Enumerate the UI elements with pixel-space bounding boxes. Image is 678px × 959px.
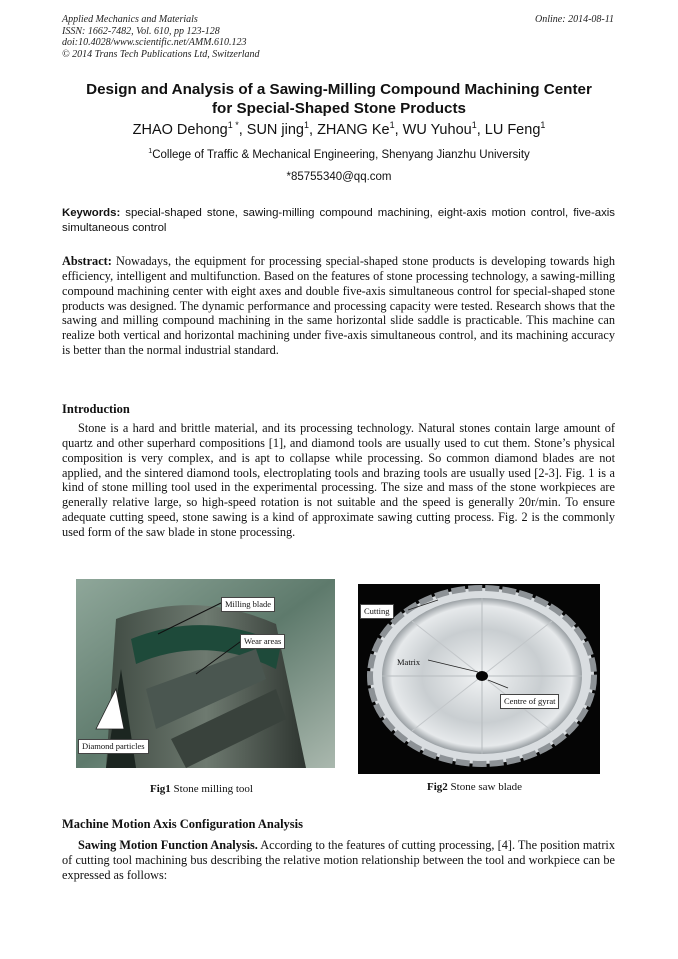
saw-blade-illustration xyxy=(358,584,600,774)
author xyxy=(247,122,317,138)
corresponding-email[interactable]: *85755340@qq.com xyxy=(286,171,392,183)
introduction-heading: Introduction xyxy=(62,402,130,416)
section-heading-motion-axis: Machine Motion Axis Configuration Analysis xyxy=(62,817,303,831)
author-sup: 1 xyxy=(389,120,395,131)
author xyxy=(485,122,546,138)
paper-title xyxy=(40,80,638,118)
title-line-2: for Special-Shaped Stone Products xyxy=(211,100,466,117)
label-diamond-particles: Diamond particles xyxy=(78,739,149,754)
introduction-text: Stone is a hard and brittle material, and its processing technology. Natural stones contain large amount of quartz and other superhard compositions [1], and diamond tools are usually used to cut them. Stone’s physical composition is very complex, and is apt to collapse while processing. So common diamond blades are not applied, and the sintered diamond tools, electroplating tools and brazing tools are usually used [2-3]. Fig. 1 is a kind of stone milling tool used in the experimental processing. The size and mass of the stone workpieces are generally relative large, so high-speed rotation is not suitable and the speed is generally 20r/min. To ensure adequate cutting speed, stone sawing is a kind of approximate sawing cutting process. Fig. 2 is the commonly used form of the saw blade in stone processing. xyxy=(62,421,615,539)
figure-1-caption-text: Stone milling tool xyxy=(170,783,253,795)
keywords-text: special-shaped stone, sawing-milling compound machining, eight-axis motion control, five-axis simultaneous control xyxy=(62,207,615,234)
abstract-text: Nowadays, the equipment for processing special-shaped stone products is developing towards high efficiency, intelligent and multifunction. Based on the features of stone processing technology, a sawing-milling compound machining center with eight axes and double five-axis simultaneous control for special-shaped stone products was designed. The dynamic performance and processing capacity were tested. Research shows that the sawing and milling compound machining in the same horizontal slide saddle is practicable. This machine can realize both vertical and horizontal machining under five-axis simultaneous control, and its machining accuracy is better than the normal industrial standard. xyxy=(62,254,616,358)
author-name: WU Yuhou xyxy=(402,122,472,138)
keywords-label: Keywords: xyxy=(62,207,121,219)
doi-line[interactable]: doi:10.4028/www.scientific.net/AMM.610.123 xyxy=(62,37,247,48)
copyright-line: © 2014 Trans Tech Publications Ltd, Switzerland xyxy=(62,48,260,60)
author xyxy=(317,122,403,138)
author-sup: 1 xyxy=(304,120,309,131)
abstract-block xyxy=(62,254,615,358)
figure-2-number: Fig2 xyxy=(427,781,448,793)
title-line-1: Design and Analysis of a Sawing-Milling Compound Machining Center xyxy=(86,81,592,98)
author-separator: , xyxy=(476,122,485,138)
figure-1-photo xyxy=(76,579,335,768)
author-separator: , xyxy=(394,122,403,138)
author-separator: , xyxy=(238,122,247,138)
author-sup: 1 * xyxy=(227,120,239,131)
affiliation-sup: 1 xyxy=(148,147,153,156)
label-cutting: Cutting xyxy=(360,604,394,619)
sawing-motion-text: According to the features of cutting processing, [4]. The position matrix of cutting tool machining bus describing the relative motion relationship between the tool and workpiece can be expressed as follows: xyxy=(62,838,616,882)
figure-2-caption xyxy=(427,781,522,793)
author-sup: 1 xyxy=(540,120,546,131)
figure-1-caption xyxy=(150,783,253,795)
figure-1-number: Fig1 xyxy=(150,783,171,795)
issn-line: ISSN: 1662-7482, Vol. 610, pp 123-128 xyxy=(62,25,220,37)
affiliation-text: College of Traffic & Mechanical Engineering, Shenyang Jianzhu University xyxy=(152,149,530,161)
figure-2-caption-text: Stone saw blade xyxy=(447,781,523,793)
author xyxy=(403,122,485,138)
subsection-label: Sawing Motion Function Analysis. xyxy=(78,838,258,852)
label-milling-blade: Milling blade xyxy=(221,597,275,612)
sawing-motion-paragraph xyxy=(62,838,615,883)
figure-2-photo xyxy=(358,584,600,774)
author xyxy=(133,122,247,138)
affiliation xyxy=(40,149,638,161)
label-centre-of-gyration: Centre of gyrat xyxy=(500,694,559,709)
label-matrix: Matrix xyxy=(397,657,421,667)
author-list xyxy=(40,122,638,138)
abstract-label: Abstract: xyxy=(62,254,112,268)
author-separator: , xyxy=(309,122,318,138)
journal-header xyxy=(62,14,260,60)
keywords-block xyxy=(62,206,615,235)
author-name: ZHANG Ke xyxy=(317,122,390,138)
author-sup: 1 xyxy=(471,120,477,131)
author-name: LU Feng xyxy=(484,122,541,138)
online-date: Online: 2014-08-11 xyxy=(535,14,614,25)
author-name: ZHAO Dehong xyxy=(132,122,228,138)
journal-name: Applied Mechanics and Materials xyxy=(62,14,198,25)
label-wear-areas: Wear areas xyxy=(240,634,285,649)
author-name: SUN jing xyxy=(246,122,304,138)
